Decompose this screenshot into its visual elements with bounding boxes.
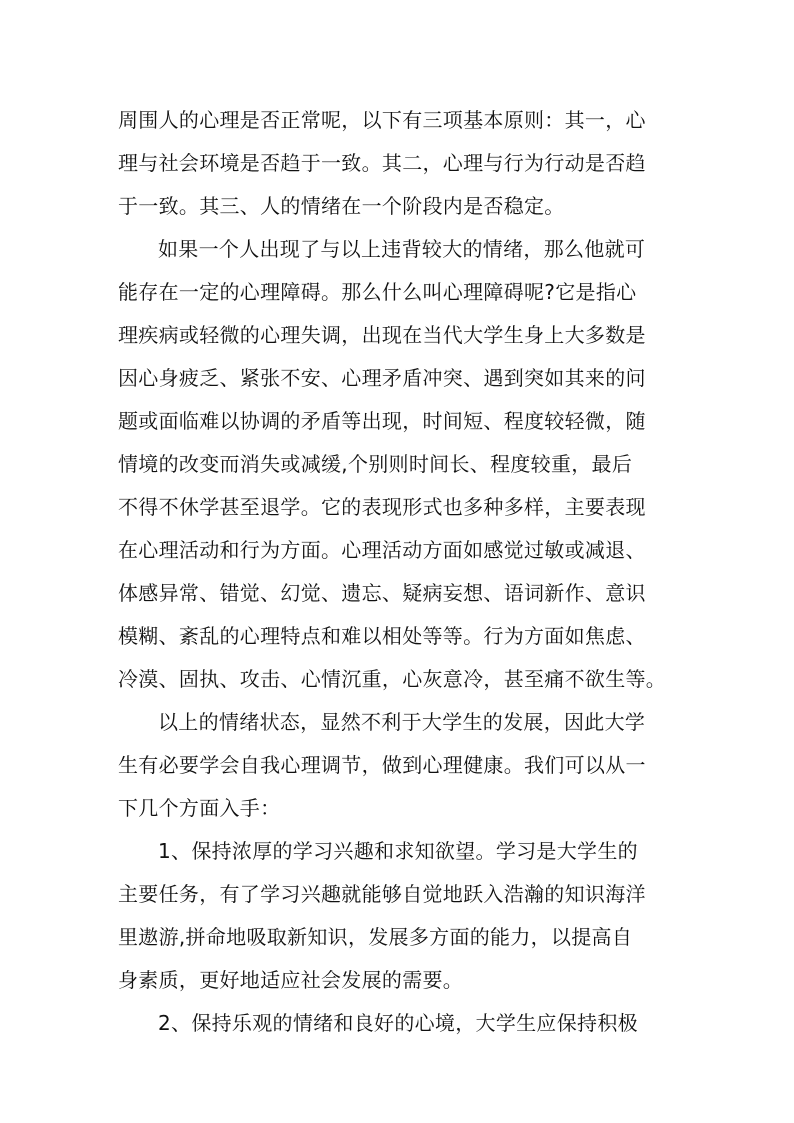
text-line: 身素质，更好地适应社会发展的需要。 bbox=[118, 968, 464, 992]
text-line: 体感异常、错觉、幻觉、遗忘、疑病妄想、语词新作、意识 bbox=[118, 581, 646, 605]
text-line: 模糊、紊乱的心理特点和难以相处等等。行为方面如焦虑、 bbox=[118, 624, 646, 648]
text-line: 在心理活动和行为方面。心理活动方面如感觉过敏或减退、 bbox=[118, 538, 646, 562]
list-item-line: 2、保持乐观的情绪和良好的心境，大学生应保持积极 bbox=[158, 1011, 638, 1035]
list-item-line: 1、保持浓厚的学习兴趣和求知欲望。学习是大学生的 bbox=[158, 839, 638, 863]
text-line: 因心身疲乏、紧张不安、心理矛盾冲突、遇到突如其来的问 bbox=[118, 366, 646, 390]
paragraph-first-line: 如果一个人出现了与以上违背较大的情绪，那么他就可 bbox=[158, 237, 646, 261]
text-line: 理疾病或轻微的心理失调，出现在当代大学生身上大多数是 bbox=[118, 323, 646, 347]
text-line: 理与社会环境是否趋于一致。其二，心理与行为行动是否趋 bbox=[118, 151, 646, 175]
text-line: 主要任务，有了学习兴趣就能够自觉地跃入浩瀚的知识海洋 bbox=[118, 882, 646, 906]
text-line: 周围人的心理是否正常呢，以下有三项基本原则：其一，心 bbox=[118, 108, 646, 132]
text-line: 能存在一定的心理障碍。那么什么叫心理障碍呢?它是指心 bbox=[118, 280, 637, 304]
text-line: 下几个方面入手： bbox=[118, 796, 281, 820]
text-line: 不得不休学甚至退学。它的表现形式也多种多样，主要表现 bbox=[118, 495, 646, 519]
text-line: 生有必要学会自我心理调节，做到心理健康。我们可以从一 bbox=[118, 753, 646, 777]
text-line: 于一致。其三、人的情绪在一个阶段内是否稳定。 bbox=[118, 194, 565, 218]
paragraph-first-line: 以上的情绪状态，显然不利于大学生的发展，因此大学 bbox=[158, 710, 646, 734]
text-line: 里遨游,拼命地吸取新知识，发展多方面的能力，以提高自 bbox=[118, 925, 633, 949]
text-line: 情境的改变而消失或减缓,个别则时间长、程度较重，最后 bbox=[118, 452, 633, 476]
text-line: 冷漠、固执、攻击、心情沉重，心灰意冷，甚至痛不欲生等。 bbox=[118, 667, 667, 691]
text-line: 题或面临难以协调的矛盾等出现，时间短、程度较轻微，随 bbox=[118, 409, 646, 433]
